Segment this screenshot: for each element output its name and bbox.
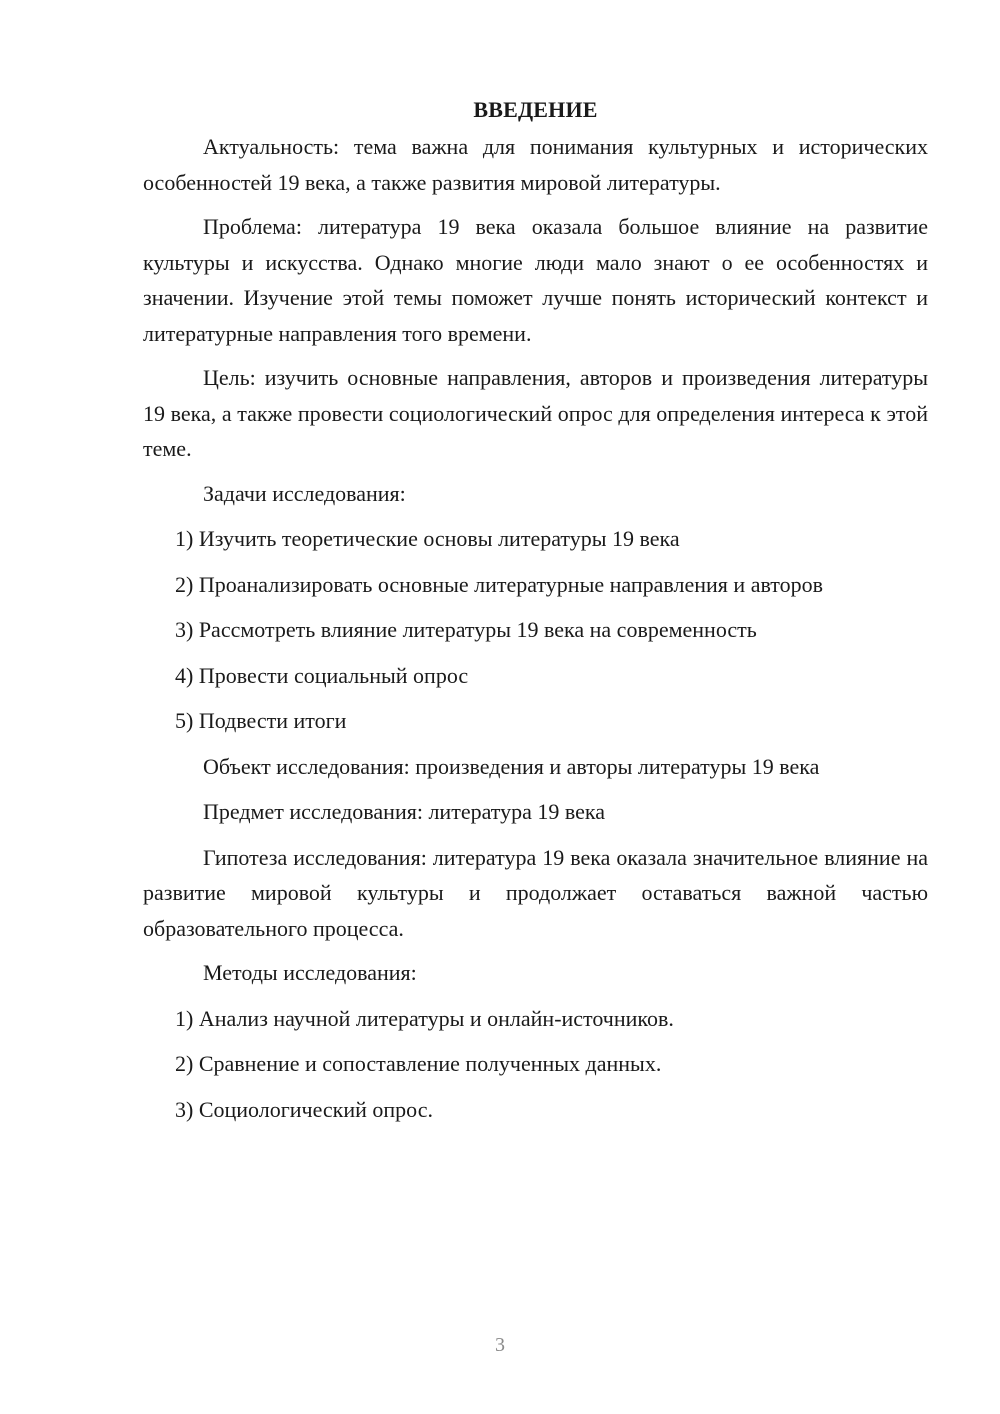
relevance-paragraph: Актуальность: тема важна для понимания культурных и исторических особенностей 19 века, а также развития мировой литературы. [143,134,928,195]
goal-paragraph: Цель: изучить основные направления, авторов и произведения литературы 19 века, а также провести социологический опрос для определения интереса к этой теме. [143,365,928,461]
hypothesis-paragraph: Гипотеза исследования: литература 19 века оказала значительное влияние на развитие мировой культуры и продолжает оставаться важной частью образовательного процесса. [143,844,928,941]
list-item: 2) Сравнение и сопоставление полученных данных. [175,1051,662,1076]
list-item: 2) Проанализировать основные литературные направления и авторов [175,571,824,597]
list-item: 1) Изучить теоретические основы литературы 19 века [175,526,680,551]
research-subject: Предмет исследования: литература 19 века [203,799,606,824]
problem-paragraph: Проблема: литература 19 века оказала большое влияние на развитие культуры и искусства. Однако многие люди мало знают о ее особенностях и значении. Изучение этой темы поможет лучше понять исторический контекст и литературные направления того времени. [143,214,928,346]
tasks-heading: Задачи исследования: [203,480,406,506]
list-item: 5) Подвести итоги [175,708,347,733]
document-page [143,95,928,1137]
list-item: 1) Анализ научной литературы и онлайн-источников. [175,1005,674,1031]
list-item: 3) Социологический опрос. [175,1096,433,1122]
section-title: ВВЕДЕНИЕ [473,97,598,122]
methods-list [143,1001,928,1128]
research-object: Объект исследования: произведения и авторы литературы 19 века [203,753,820,779]
tasks-list [143,521,928,739]
page-number: 3 [495,1334,505,1356]
list-item: 4) Провести социальный опрос [175,662,469,688]
methods-heading: Методы исследования: [203,960,417,985]
list-item: 3) Рассмотреть влияние литературы 19 века на современность [175,617,757,642]
